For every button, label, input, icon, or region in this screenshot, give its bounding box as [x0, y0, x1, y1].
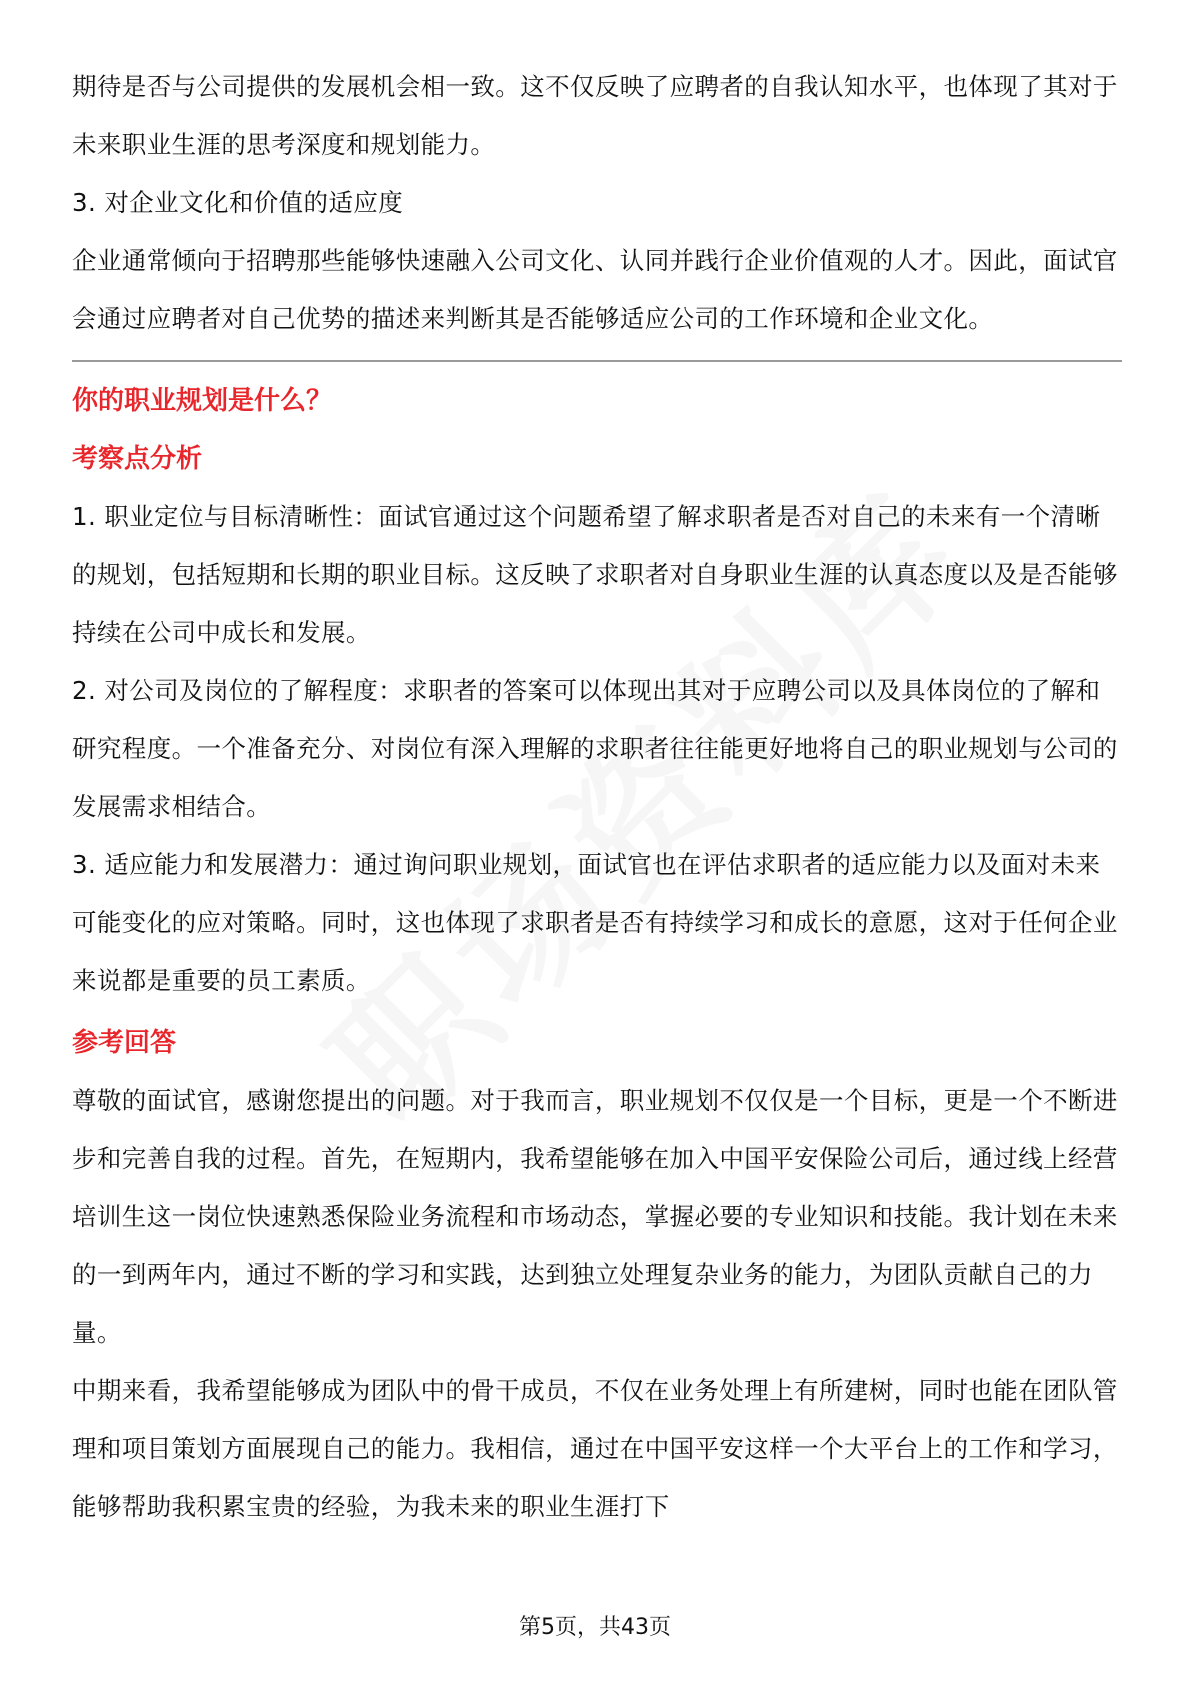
- paragraph: 期待是否与公司提供的发展机会相一致。这不仅反映了应聘者的自我认知水平，也体现了其对于未来职业生涯的思考深度和规划能力。: [72, 72, 1118, 159]
- question-title: 你的职业规划是什么？: [72, 386, 333, 416]
- section-divider: [72, 360, 1122, 362]
- analysis-item: 1. 职业定位与目标清晰性：面试官通过这个问题希望了解求职者是否对自己的未来有一个清晰的规划，包括短期和长期的职业目标。这反映了求职者对自身职业生涯的认真态度以及是否能够持续在公司中成长和发展。: [72, 502, 1118, 647]
- paragraph: 企业通常倾向于招聘那些能够快速融入公司文化、认同并践行企业价值观的人才。因此，面试官会通过应聘者对自己优势的描述来判断其是否能够适应公司的工作环境和企业文化。: [72, 246, 1118, 333]
- list-item-heading: 3. 对企业文化和价值的适应度: [72, 188, 404, 217]
- analysis-item: 2. 对公司及岗位的了解程度：求职者的答案可以体现出其对于应聘公司以及具体岗位的了解和研究程度。一个准备充分、对岗位有深入理解的求职者往往能更好地将自己的职业规划与公司的发展需求相结合。: [72, 676, 1118, 821]
- answer-paragraph: 尊敬的面试官，感谢您提出的问题。对于我而言，职业规划不仅仅是一个目标，更是一个不断进步和完善自我的过程。首先，在短期内，我希望能够在加入中国平安保险公司后，通过线上经营培训生这一岗位快速熟悉保险业务流程和市场动态，掌握必要的专业知识和技能。我计划在未来的一到两年内，通过不断的学习和实践，达到独立处理复杂业务的能力，为团队贡献自己的力量。: [72, 1086, 1118, 1347]
- answer-heading: 参考回答: [72, 1028, 177, 1058]
- document-page: [72, 58, 1122, 1536]
- page-number: 第5页，共43页: [519, 1615, 671, 1640]
- analysis-item: 3. 适应能力和发展潜力：通过询问职业规划，面试官也在评估求职者的适应能力以及面对未来可能变化的应对策略。同时，这也体现了求职者是否有持续学习和成长的意愿，这对于任何企业来说都是重要的员工素质。: [72, 850, 1118, 995]
- analysis-heading: 考察点分析: [72, 444, 203, 474]
- answer-paragraph: 中期来看，我希望能够成为团队中的骨干成员，不仅在业务处理上有所建树，同时也能在团队管理和项目策划方面展现自己的能力。我相信，通过在中国平安这样一个大平台上的工作和学习，能够帮助我积累宝贵的经验，为我未来的职业生涯打下: [72, 1376, 1118, 1521]
